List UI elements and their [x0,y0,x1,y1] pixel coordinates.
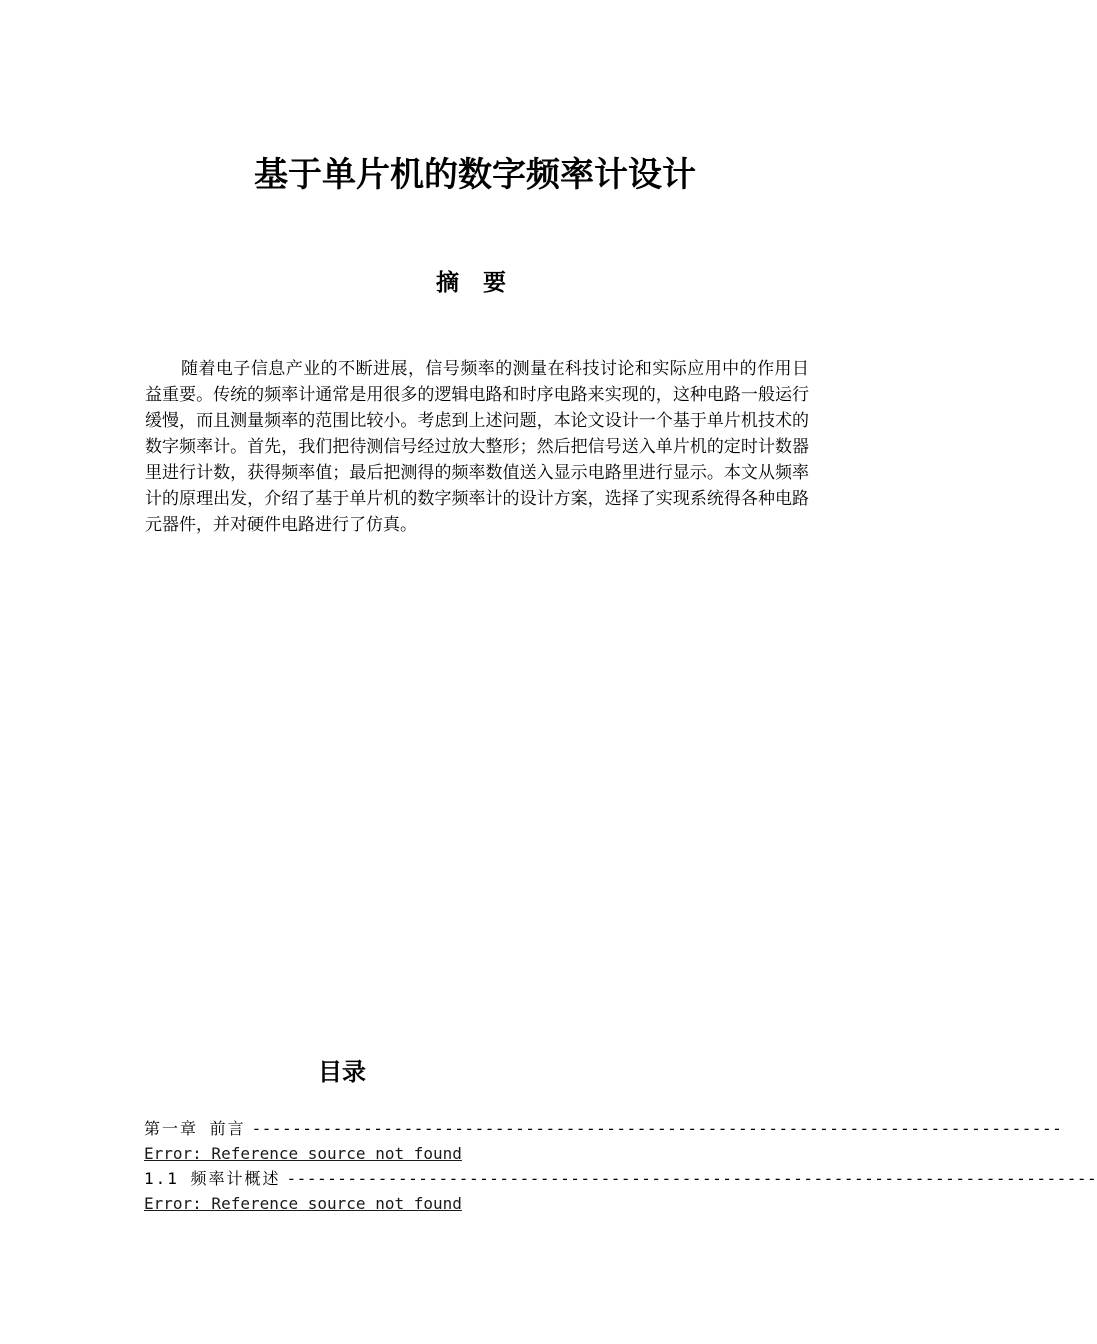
toc-entry-label: 1.1 频率计概述 [144,1169,281,1188]
toc-leader-dashes: -------------------------------------------------------------------------------- [286,1169,1097,1188]
abstract-paragraph: 随着电子信息产业的不断进展，信号频率的测量在科技讨论和实际应用中的作用日益重要。传统的频率计通常是用很多的逻辑电路和时序电路来实现的，这种电路一般运行缓慢，而且测量频率的范围比较小。考虑到上述问题，本论文设计一个基于单片机技术的数字频率计。首先，我们把待测信号经过放大整形；然后把信号送入单片机的定时计数器里进行计数，获得频率值；最后把测得的频率数值送入显示电路里进行显示。本文从频率计的原理出发，介绍了基于单片机的数字频率计的设计方案，选择了实现系统得各种电路元器件，并对硬件电路进行了仿真。 [145,359,809,535]
toc-entry-chapter-1 [144,1116,1063,1141]
toc-heading: 目录 [318,1058,366,1086]
abstract-heading: 摘 要 [435,270,514,296]
toc-entry-label: 第一章 前言 [144,1119,246,1138]
table-of-contents [144,1116,1097,1216]
toc-leader-dashes: -------------------------------------------------------------------------------- [251,1119,1063,1138]
document-title: 基于单片机的数字频率计设计 [254,155,696,195]
toc-page-reference-link[interactable]: Error: Reference source not found [144,1144,462,1163]
toc-page-reference-link[interactable]: Error: Reference source not found [144,1194,462,1213]
toc-entry-section-1-1 [144,1166,1097,1191]
